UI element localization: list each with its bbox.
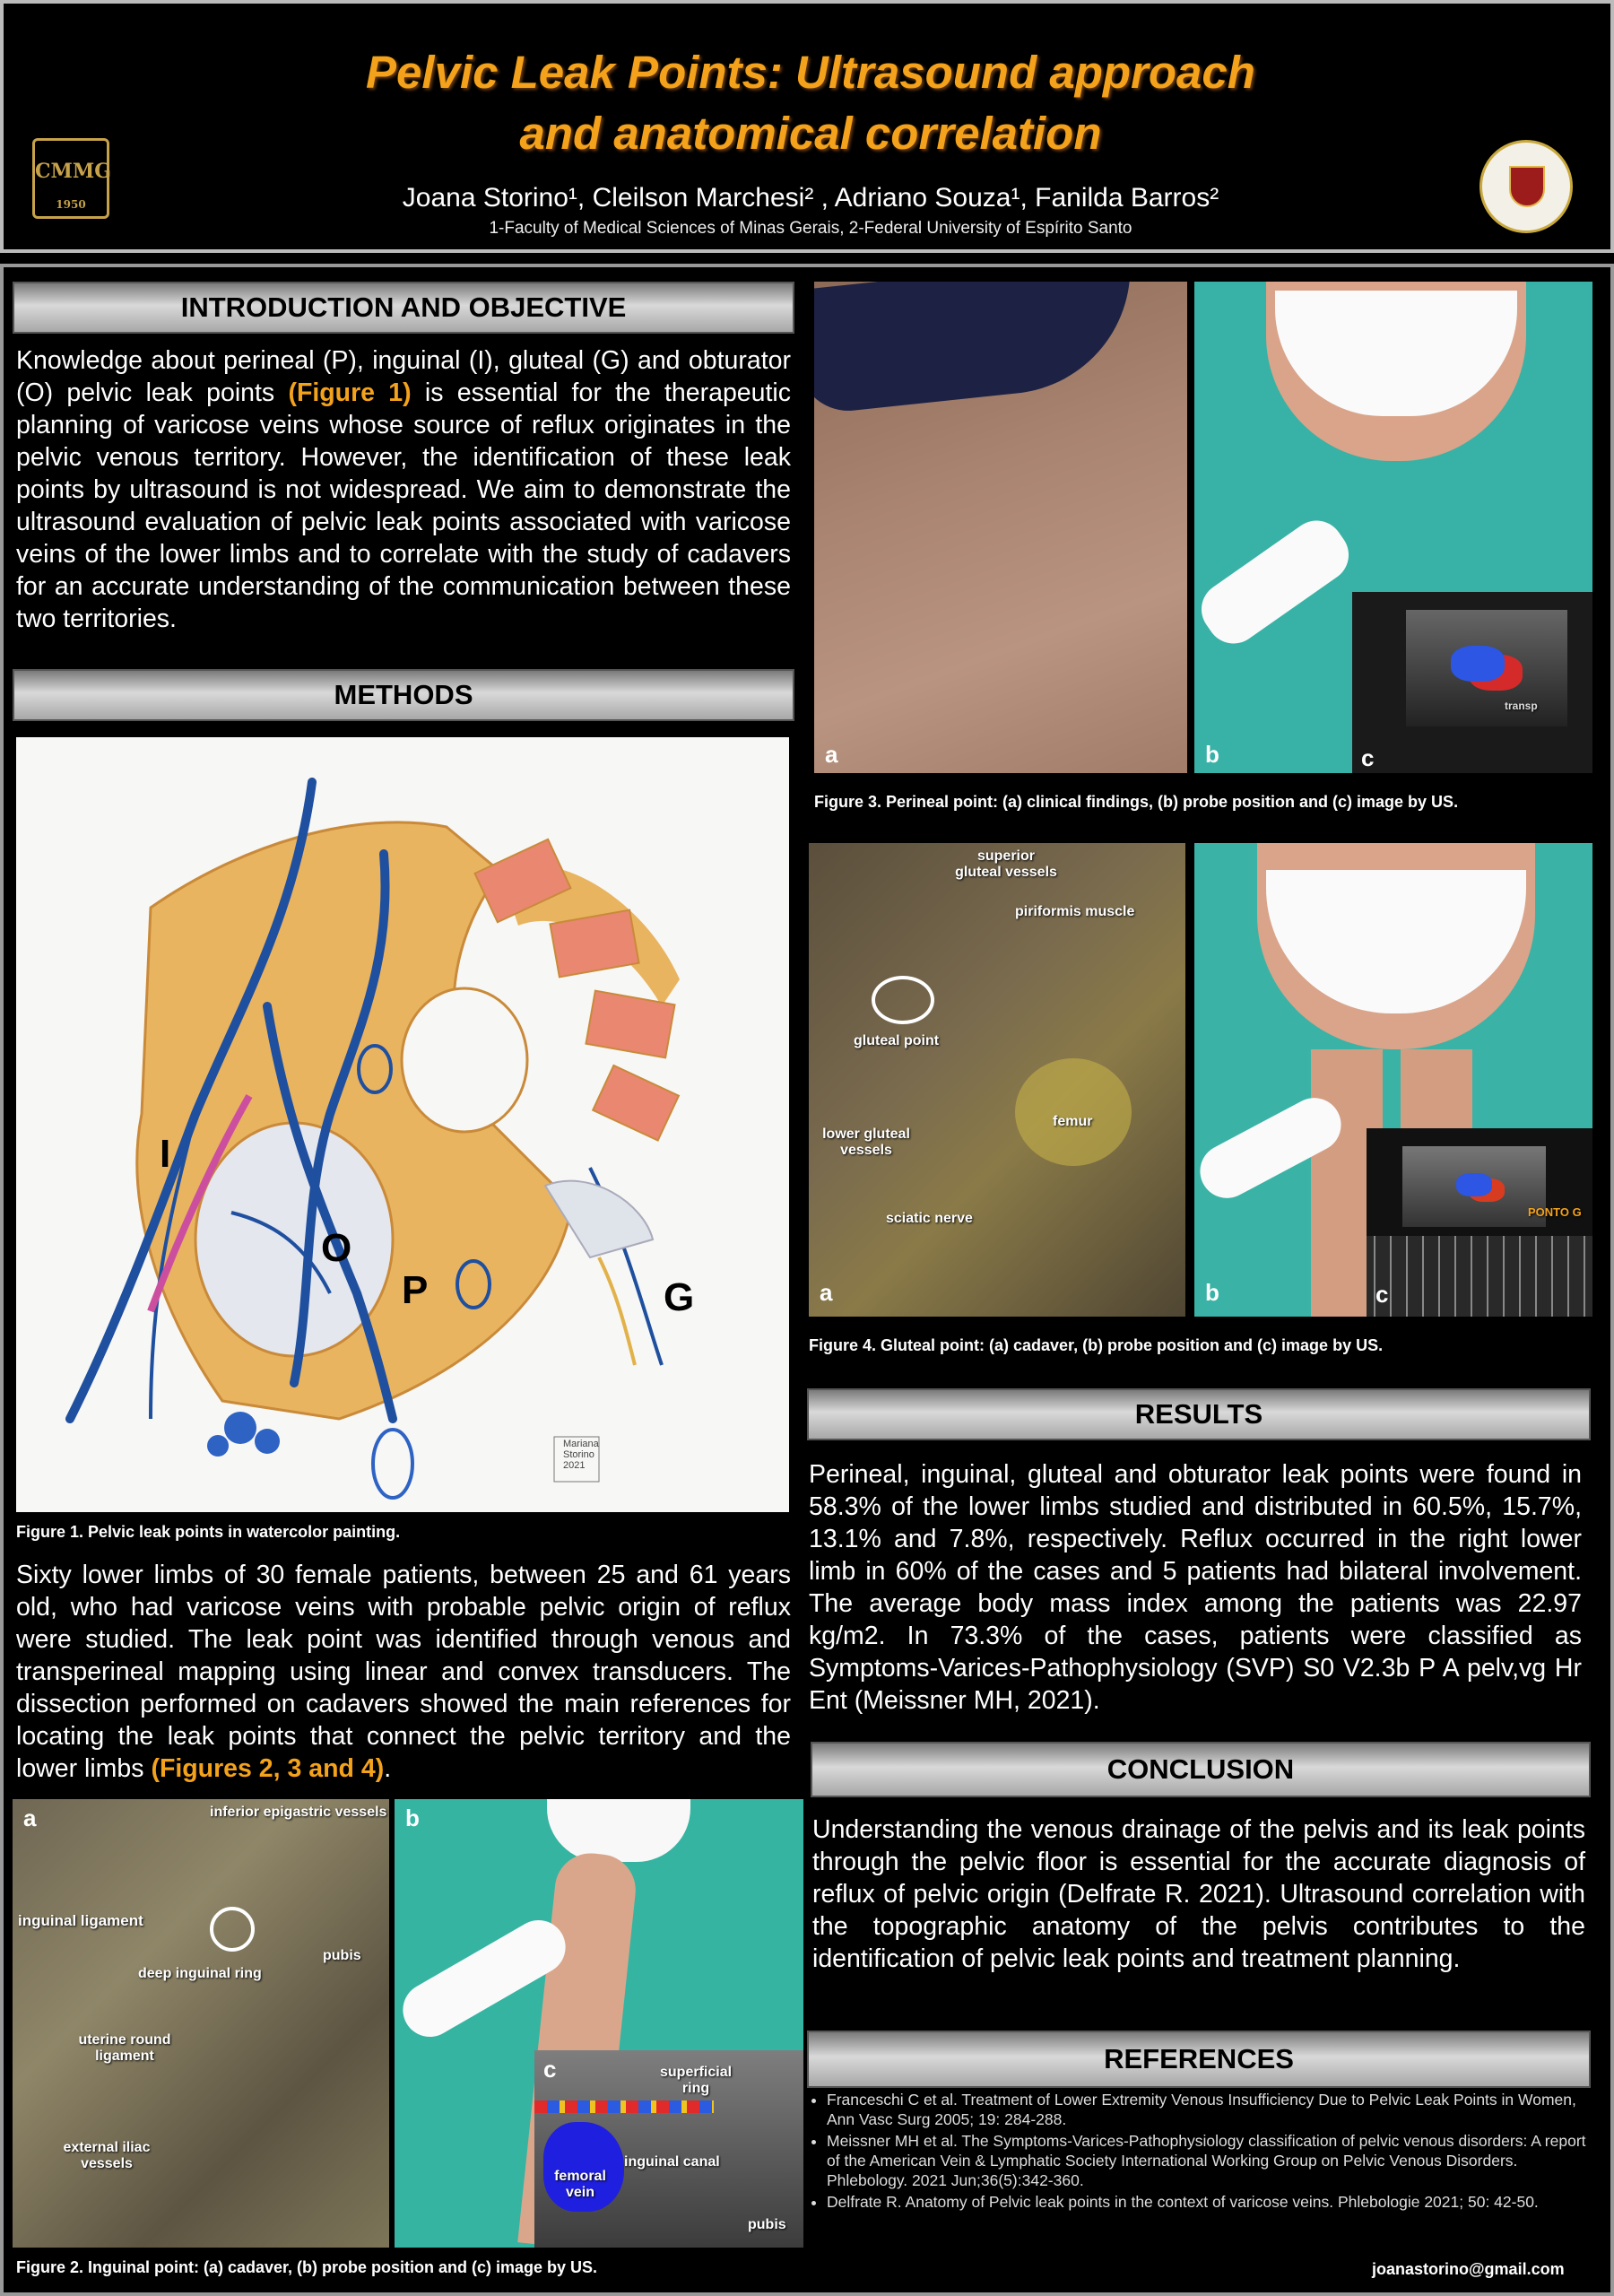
- label-piriformis: piriformis muscle: [1015, 904, 1135, 919]
- figure2a-letter: a: [23, 1805, 37, 1831]
- figure2c-ultrasound: [534, 2050, 803, 2248]
- label-G: G: [664, 1275, 695, 1319]
- figure1-watercolor: [16, 737, 789, 1512]
- methods-figure-ref: (Figures 2, 3 and 4): [151, 1754, 385, 1783]
- figure3-caption: Figure 3. Perineal point: (a) clinical findings, (b) probe position and (c) image by US.: [814, 793, 1459, 811]
- label-superior-gluteal: superior gluteal vessels: [955, 848, 1057, 880]
- contact-email[interactable]: joanastorino@gmail.com: [1372, 2260, 1565, 2278]
- poster-header: [0, 0, 1614, 253]
- label-femur: femur: [1053, 1114, 1093, 1129]
- intro-text-a: Knowledge about perineal (P), inguinal (I), gluteal (G) and obturator (O) pelvic leak points: [16, 346, 791, 407]
- figure3b-probe-photo: [1194, 282, 1592, 773]
- pelvis-illustration: [16, 737, 789, 1512]
- label-pubis-a: pubis: [323, 1948, 361, 1963]
- label-I: I: [160, 1132, 171, 1176]
- us-label-transp: transp: [1505, 700, 1538, 712]
- intro-heading: INTRODUCTION AND OBJECTIVE: [13, 282, 794, 334]
- references-heading: REFERENCES: [807, 2031, 1591, 2088]
- figure4c-ultrasound: [1367, 1128, 1592, 1317]
- artist-signature: Mariana Storino 2021: [563, 1439, 599, 1471]
- label-O: O: [321, 1226, 352, 1270]
- poster-title-line2: and anatomical correlation: [519, 108, 1102, 159]
- authors: Joana Storino¹, Cleilson Marchesi² , Adriano Souza¹, Fanilda Barros²: [402, 183, 1219, 213]
- reference-item: • Delfrate R. Anatomy of Pelvic leak points in the context of varicose veins. Phlebologie 2021; 50: 42-50.: [827, 2192, 1587, 2212]
- conclusion-heading: CONCLUSION: [811, 1742, 1591, 1797]
- figure4c-letter: c: [1375, 1281, 1389, 1308]
- figure4b-probe-photo: [1194, 843, 1592, 1317]
- label-inferior-epigastric: inferior epigastric vessels: [210, 1805, 387, 1820]
- poster-title-line1: Pelvic Leak Points: Ultrasound approach: [366, 47, 1255, 98]
- intro-text: [16, 344, 791, 635]
- label-inguinal-canal: inguinal canal: [624, 2154, 720, 2170]
- label-inguinal-ligament: inguinal ligament: [18, 1912, 143, 1929]
- ufes-seal-logo: [1480, 140, 1573, 233]
- figure2b-letter: b: [405, 1805, 420, 1831]
- methods-heading: METHODS: [13, 669, 794, 721]
- methods-text: [16, 1559, 791, 1785]
- label-external-iliac: external iliac vessels: [63, 2140, 151, 2171]
- figure3a-clinical-photo: [814, 282, 1187, 773]
- figure2c-letter: c: [543, 2056, 557, 2083]
- figure3a-letter: a: [825, 741, 838, 768]
- figure2-caption: Figure 2. Inguinal point: (a) cadaver, (b) probe position and (c) image by US.: [16, 2258, 598, 2276]
- intro-text-b: is essential for the therapeutic planning of varicose veins whose source of reflux originates in the pelvic venous territory. However, the identification of these leak points by ultrasound is not widespread. We aim to demonstrate the ultrasound evaluation of pelvic leak points associated with varicose veins of the lower limbs and to correlate with the study of cadavers for an accurate understanding of the communication between these two territories.: [16, 378, 791, 633]
- figure4a-cadaver-photo: [809, 843, 1185, 1317]
- reference-item: • Meissner MH et al. The Symptoms-Varices-Pathophysiology classification of pelvic venous disorders: A report of the American Vein & Lymphatic Society International Working Group on Pelvic Venous Disorders. Phlebology. 2021 Jun;36(5):342-360.: [827, 2131, 1587, 2190]
- label-superficial-ring: superficial ring: [660, 2065, 733, 2096]
- figure2a-cadaver-photo: [13, 1799, 389, 2248]
- figure4-caption: Figure 4. Gluteal point: (a) cadaver, (b) probe position and (c) image by US.: [809, 1336, 1384, 1354]
- cmmg-logo: [32, 138, 112, 219]
- figure4b-letter: b: [1205, 1279, 1219, 1306]
- label-lower-gluteal: lower gluteal vessels: [822, 1126, 910, 1158]
- figure3c-ultrasound: [1352, 592, 1592, 773]
- methods-text-a: Sixty lower limbs of 30 female patients, between 25 and 61 years old, who had varicose veins with probable pelvic origin of reflux were studied. The leak point was identified through venous and transperineal mapping using linear and convex transducers. The dissection performed on cadavers showed the main references for locating the leak points that connect the pelvic territory and the lower limbs: [16, 1561, 791, 1783]
- references-list: [807, 2090, 1587, 2213]
- intro-figure-ref: (Figure 1): [288, 378, 412, 407]
- label-sciatic-nerve: sciatic nerve: [886, 1211, 973, 1226]
- deep-ring-circle-marker: [210, 1907, 255, 1952]
- reference-item: • Franceschi C et al. Treatment of Lower Extremity Venous Insufficiency Due to Pelvic Leak Points in Women, Ann Vasc Surg 2005; 19: 284-288.: [827, 2090, 1587, 2129]
- methods-text-b: .: [384, 1754, 392, 1783]
- cmmg-logo-year: 1950: [56, 198, 86, 211]
- figure3b-letter: b: [1205, 741, 1219, 768]
- figure1-caption: Figure 1. Pelvic leak points in watercolor painting.: [16, 1523, 401, 1541]
- figure2b-probe-photo: [395, 1799, 803, 2248]
- figure3c-letter: c: [1361, 744, 1375, 771]
- affiliations: 1-Faculty of Medical Sciences of Minas Gerais, 2-Federal University of Espírito Santo: [489, 219, 1132, 238]
- gluteal-point-circle-marker: [872, 976, 934, 1024]
- results-text: Perineal, inguinal, gluteal and obturator leak points were found in 58.3% of the lower limbs studied and distributed in 60.5%, 15.7%, 13.1% and 7.8%, respectively. Reflux occurred in the right lower limb in 60% of the cases and 5 patients had bilateral involvement. The average body mass index among the patients was 22.97 kg/m2. In 73.3% of the cases, patients were classified as Symptoms-Varices-Pathophysiology (SVP) S0 V2.3b P A pelv,vg Hr Ent (Meissner MH, 2021).: [809, 1460, 1582, 1715]
- conclusion-text: Understanding the venous drainage of the pelvis and its leak points through the pelvic floor is essential for the accurate diagnosis of reflux of pelvic origin (Delfrate R. 2021). Ultrasound correlation with the topographic anatomy of the pelvis contributes to the identification of pelvic leak points and treatment planning.: [812, 1815, 1585, 1973]
- label-uterine-round-ligament: uterine round ligament: [78, 2032, 171, 2064]
- label-deep-inguinal-ring: deep inguinal ring: [138, 1966, 262, 1981]
- label-P: P: [402, 1268, 429, 1312]
- figure4a-letter: a: [820, 1279, 833, 1306]
- label-pubis-c: pubis: [748, 2217, 786, 2232]
- label-femoral-vein: femoral vein: [554, 2169, 606, 2200]
- results-heading: RESULTS: [807, 1388, 1591, 1440]
- cmmg-logo-text: CMMG: [35, 160, 112, 183]
- label-ponto-g: PONTO G: [1528, 1205, 1582, 1219]
- label-gluteal-point: gluteal point: [854, 1033, 940, 1048]
